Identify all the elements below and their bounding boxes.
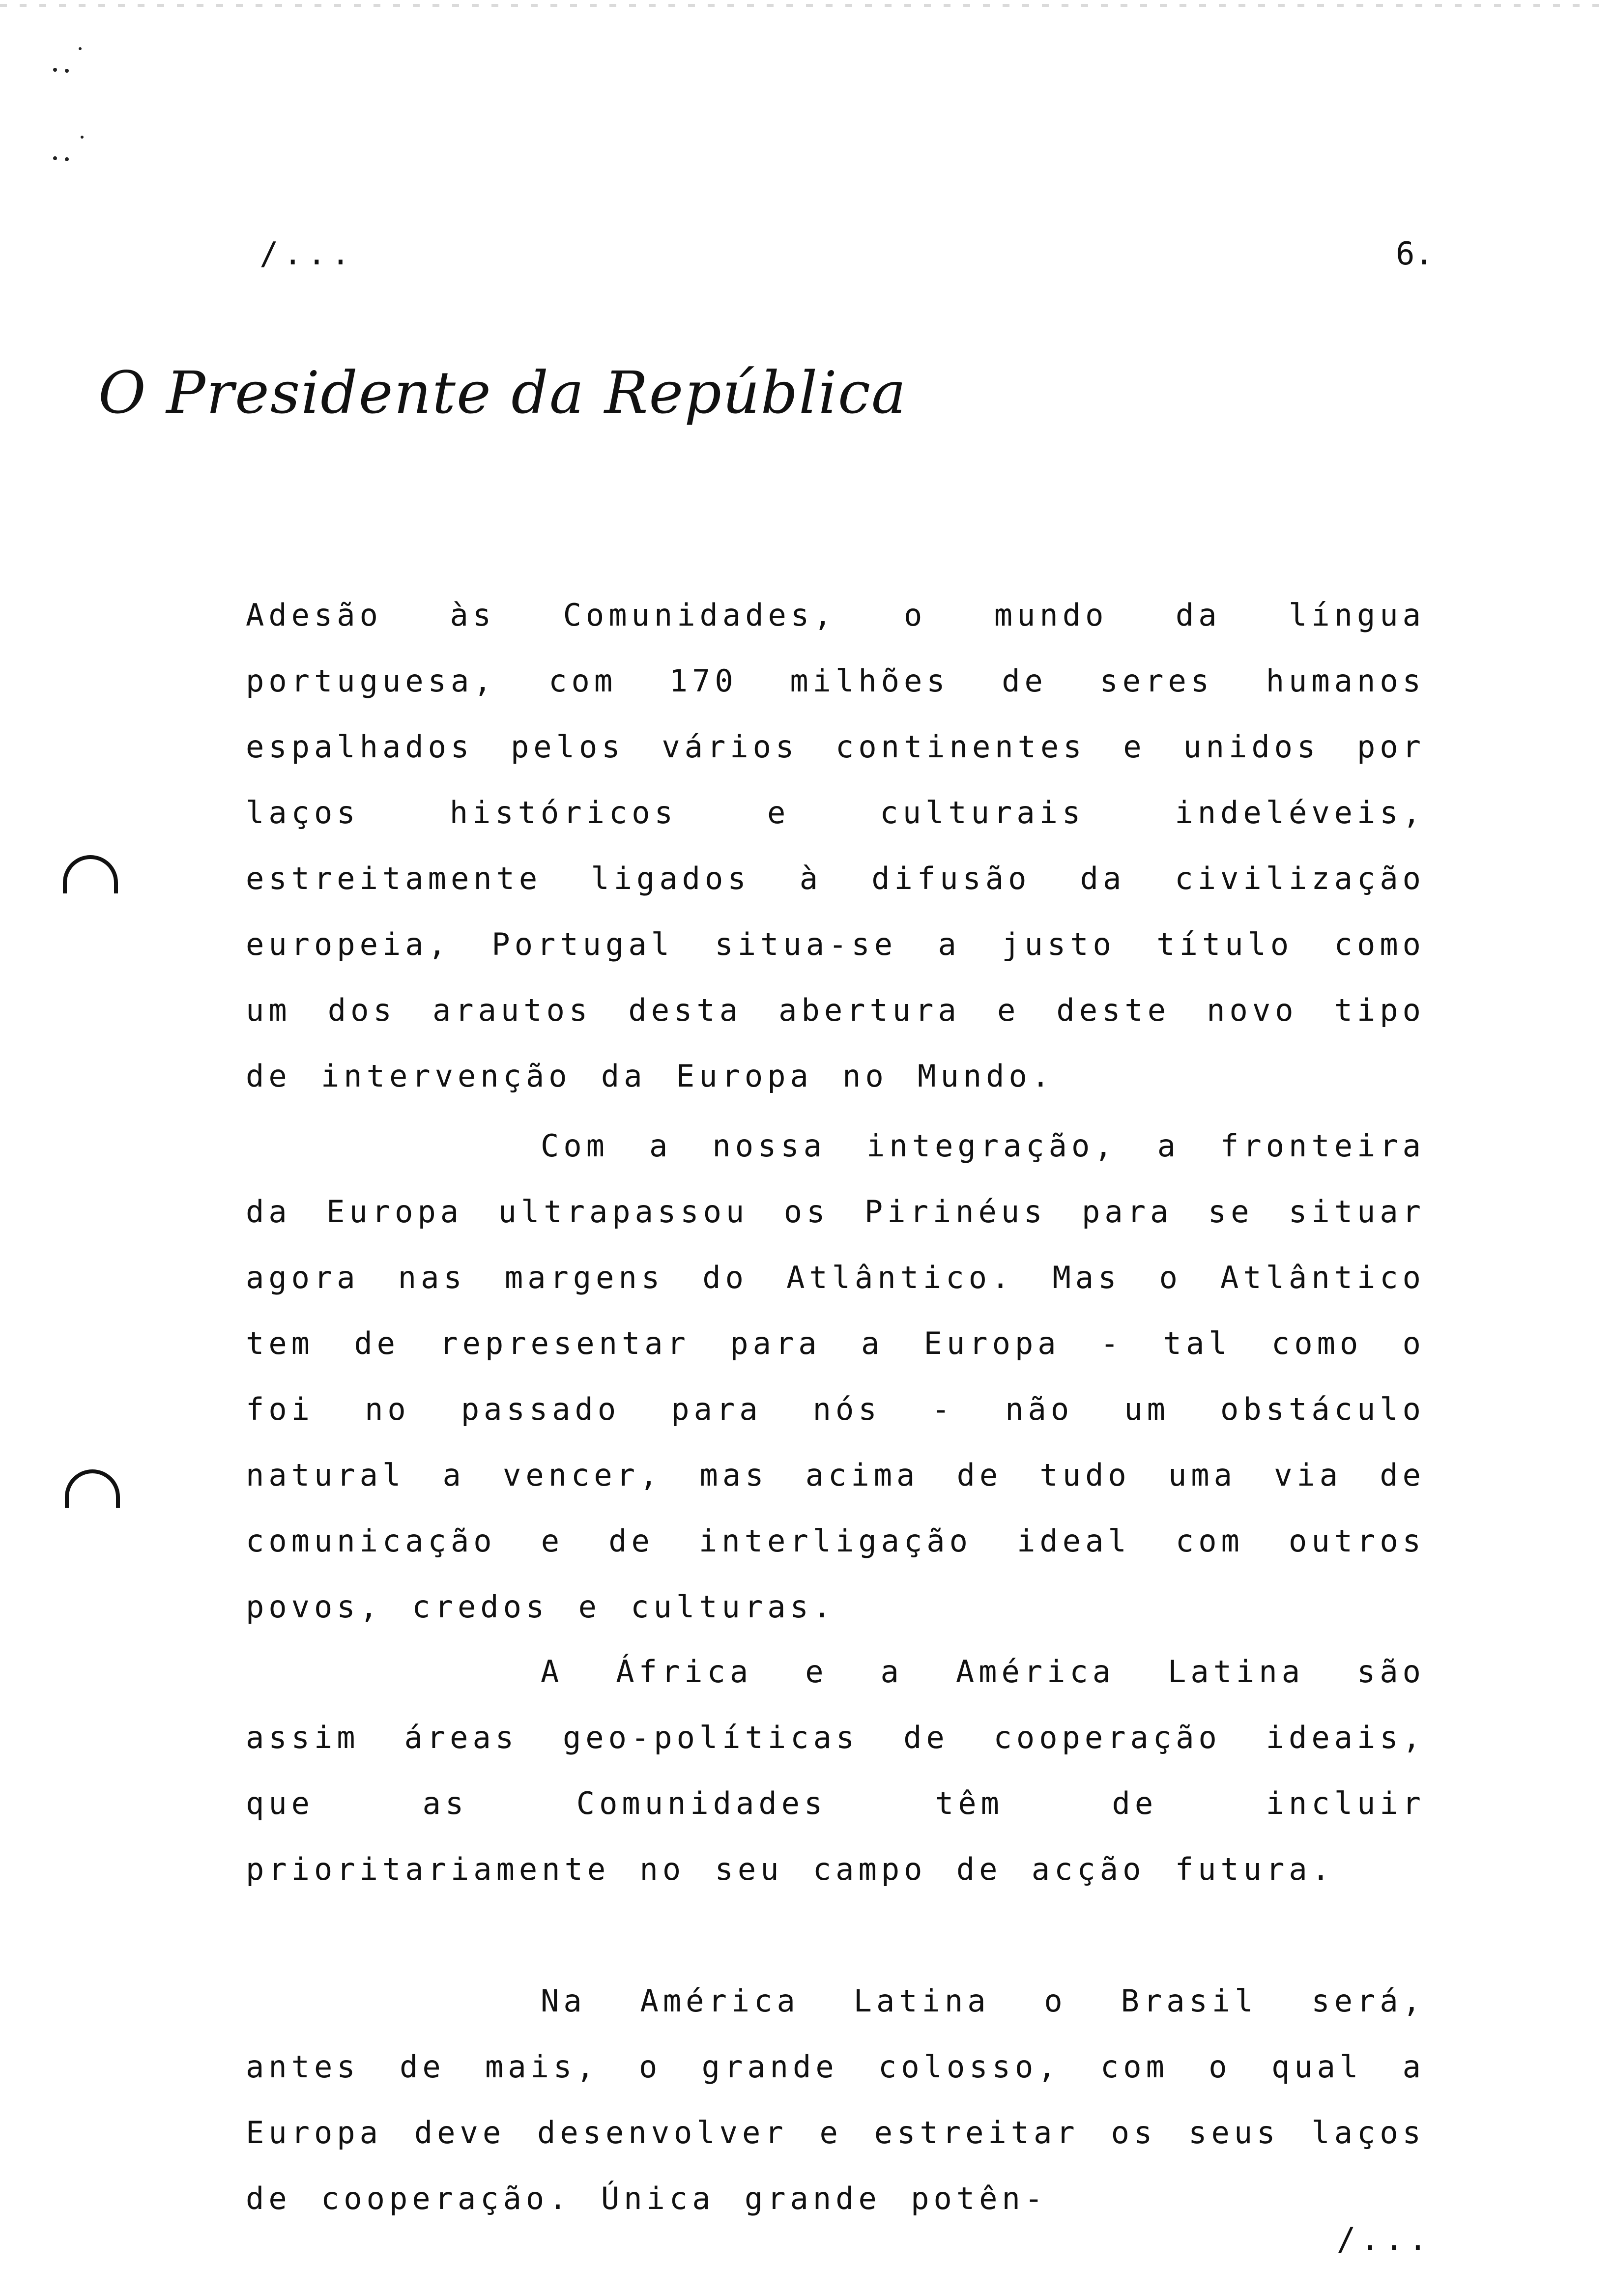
scan-speck <box>65 69 69 73</box>
scan-speck <box>65 157 69 161</box>
letterhead: O Presidente da República <box>98 359 907 427</box>
continuation-mark-bottom: /... <box>1337 2221 1433 2258</box>
scan-edge-line <box>0 4 1612 7</box>
paragraph: A África e a América Latina são assim áreas geo-políticas de cooperação ideais, que as Comunidades têm de incluir prioritariamente no seu campo de acção futura. <box>246 1654 1425 1887</box>
paragraph: Com a nossa integração, a fronteira da Europa ultrapassou os Pirinéus para se situar agora nas margens do Atlântico. Mas o Atlântico tem de representar para a Europa - tal como o foi no passado para nós - não um obstáculo natural a vencer, mas acima de tudo uma via de comunicação e de interligação ideal com outros povos, credos e culturas. <box>246 1128 1425 1625</box>
scan-speck <box>53 156 57 160</box>
paragraph: Na América Latina o Brasil será, antes de mais, o grande colosso, com o qual a Europa deve desenvolver e estreitar os seus laços de cooperação. Única grande potên- <box>246 1983 1425 2216</box>
punch-hole-mark <box>63 855 118 893</box>
scan-speck <box>53 68 57 72</box>
punch-hole-mark <box>65 1469 120 1508</box>
page-number: 6. <box>1396 236 1434 272</box>
continuation-mark-top: /... <box>259 236 355 272</box>
scan-speck <box>81 136 84 139</box>
paragraph: Adesão às Comunidades, o mundo da língua portuguesa, com 170 milhões de seres humanos espalhados pelos vários continentes e unidos por laços históricos e culturais indeléveis, estreitamente ligados à difusão da civilização europeia, Portugal situa-se a justo título como um dos arautos desta abertura e deste novo tipo de intervenção da Europa no Mundo. <box>246 597 1425 1094</box>
scan-speck <box>79 47 82 50</box>
